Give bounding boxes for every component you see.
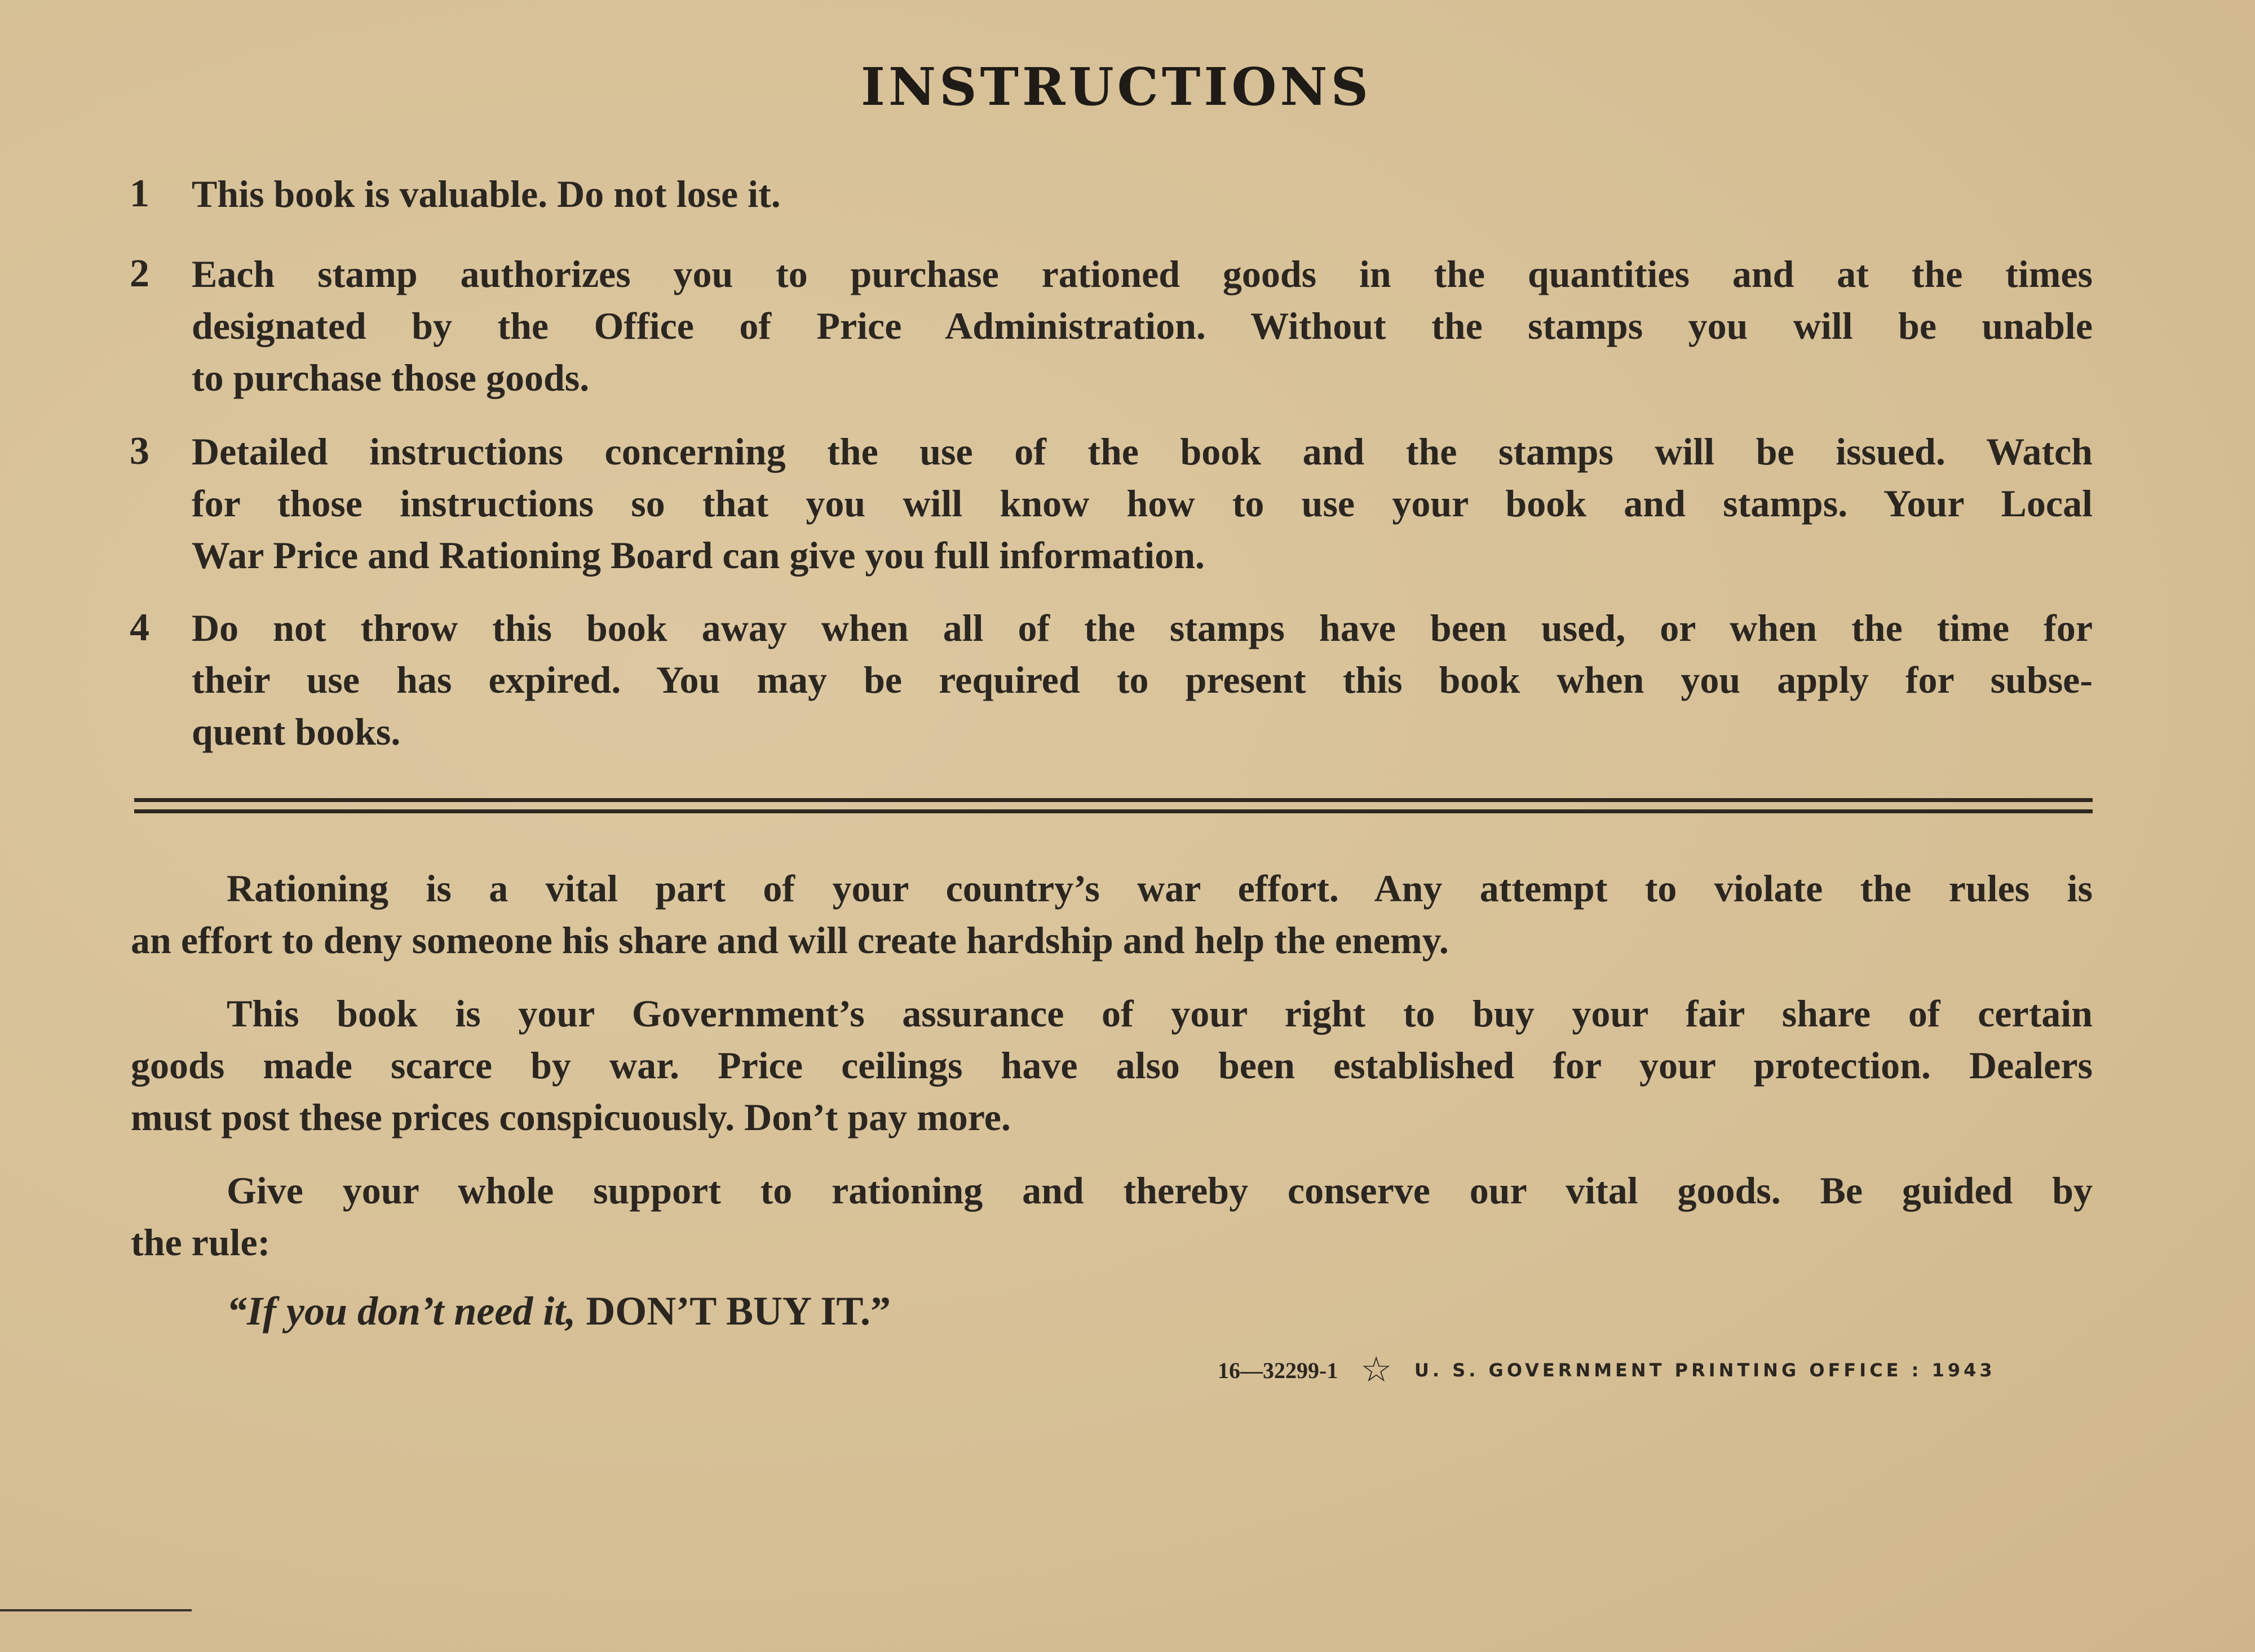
paragraph-line: an effort to deny someone his share and will create hardship and help the enemy. — [131, 919, 1449, 962]
paragraph-line: must post these prices conspicuously. Don’t pay more. — [131, 1096, 1011, 1139]
instruction-line: their use has expired. You may be required to present this book when you apply for subse- — [192, 658, 2093, 701]
printing-footer — [1218, 1353, 1996, 1388]
quote-italic: “If you don’t need it, — [227, 1288, 576, 1334]
instruction-3 — [130, 426, 2093, 581]
printing-office: U. S. GOVERNMENT PRINTING OFFICE : 1943 — [1414, 1359, 1996, 1381]
instruction-line: Detailed instructions concerning the use of the book and the stamps will be issued. Watch — [192, 430, 2093, 473]
instruction-line: quent books. — [192, 710, 401, 753]
instruction-number: 3 — [130, 429, 149, 473]
divider-rule-top — [134, 798, 2093, 802]
rule-quote — [227, 1285, 891, 1337]
instruction-line: Do not throw this book away when all of the stamps have been used, or when the time for — [192, 606, 2093, 649]
instruction-line: This book is valuable. Do not lose it. — [192, 172, 781, 215]
instruction-number: 1 — [130, 172, 149, 215]
paragraph-rationing — [131, 862, 2093, 966]
paragraph-assurance — [131, 987, 2093, 1143]
paragraph-line: the rule: — [131, 1221, 271, 1264]
edge-line — [0, 1609, 192, 1611]
instruction-line: designated by the Office of Price Administration. Without the stamps you will be unable — [192, 304, 2093, 347]
quote-plain: DON’T BUY IT.” — [576, 1288, 891, 1334]
instruction-2 — [130, 248, 2093, 404]
divider-rule-bottom — [134, 809, 2093, 813]
paragraph-line: goods made scarce by war. Price ceilings have also been established for your protection. Dealers — [131, 1044, 2093, 1087]
paragraph-line: Rationing is a vital part of your country’s war effort. Any attempt to violate the rules is — [227, 867, 2093, 910]
instruction-number: 2 — [130, 252, 149, 295]
paragraph-line: Give your whole support to rationing and thereby conserve our vital goods. Be guided by — [227, 1169, 2093, 1212]
star-icon: ☆ — [1360, 1351, 1392, 1389]
instruction-1 — [130, 168, 2093, 220]
form-code: 16—32299-1 — [1218, 1357, 1338, 1383]
page-title: INSTRUCTIONS — [860, 56, 1372, 117]
instruction-line: War Price and Rationing Board can give you full information. — [192, 534, 1205, 577]
instruction-4 — [130, 602, 2093, 758]
instruction-number: 4 — [130, 606, 149, 649]
instruction-line: for those instructions so that you will know how to use your book and stamps. Your Local — [192, 482, 2093, 525]
paragraph-support — [131, 1164, 2093, 1268]
instruction-line: Each stamp authorizes you to purchase rationed goods in the quantities and at the times — [192, 253, 2093, 295]
paragraph-line: This book is your Government’s assurance of your right to buy your fair share of certain — [227, 992, 2093, 1035]
instruction-line: to purchase those goods. — [192, 356, 590, 399]
